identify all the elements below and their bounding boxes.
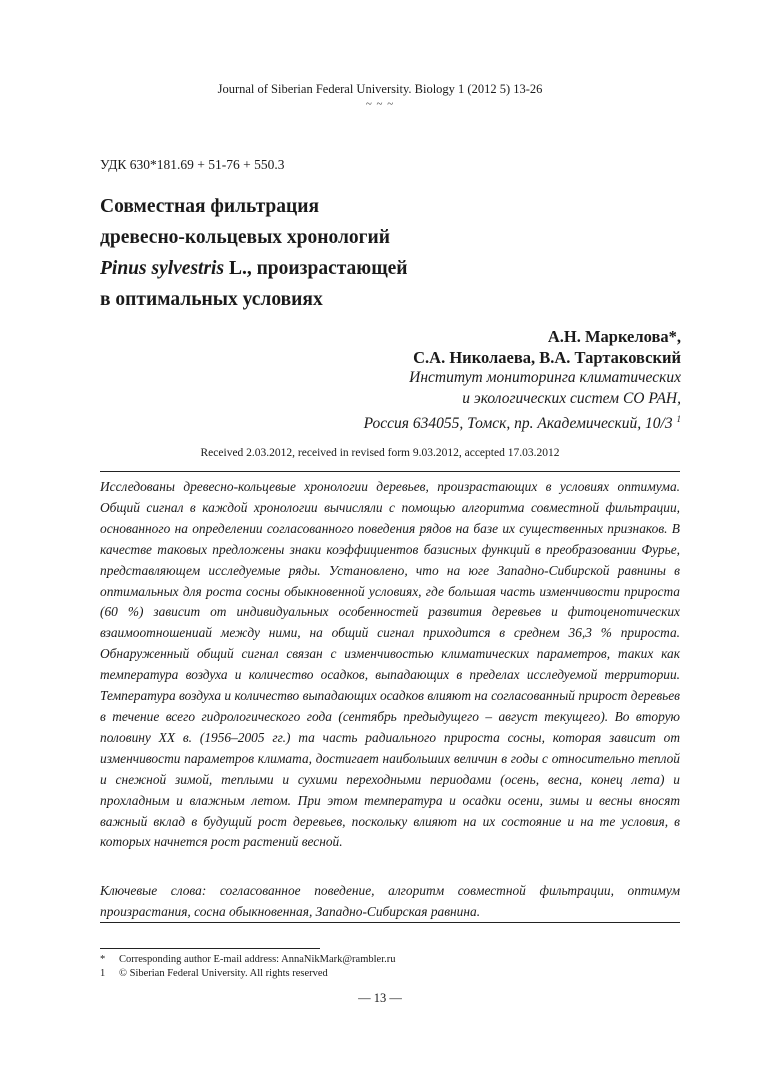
authors	[413, 326, 681, 368]
page-number: — 13 —	[358, 991, 402, 1005]
footnote-mark: 1	[100, 967, 106, 979]
author-line: С.А. Николаева, В.А. Тартаковский	[413, 348, 681, 367]
abstract-top-rule	[100, 471, 680, 472]
received-dates: Received 2.03.2012, received in revised form 9.03.2012, accepted 17.03.2012	[200, 447, 560, 459]
affiliation-address: Россия 634055, Томск, пр. Академический, 10/3	[363, 415, 673, 433]
affiliation-line: и экологических систем СО РАН,	[462, 389, 681, 407]
footnote-text: Corresponding author E-mail address: AnnaNikMark@rambler.ru	[119, 954, 396, 965]
affiliation-line	[364, 409, 681, 435]
footnote	[100, 953, 395, 967]
title-line: древесно-кольцевых хронологий	[100, 227, 391, 248]
species-name: Pinus sylvestris	[100, 258, 225, 279]
journal-header: Journal of Siberian Federal University. Biology 1 (2012 5) 13-26	[217, 82, 543, 96]
article-title	[100, 191, 580, 315]
footnote-rule	[100, 948, 320, 949]
affiliation-line: Институт мониторинга климатических	[409, 369, 681, 386]
affiliation-marker: 1	[676, 414, 681, 424]
title-line: в оптимальных условиях	[100, 289, 323, 310]
keywords-bottom-rule	[100, 922, 680, 923]
footnote-mark: *	[100, 954, 106, 965]
header-ornament: ~ ~ ~	[365, 98, 395, 110]
title-line	[100, 253, 580, 284]
title-line: Совместная фильтрация	[100, 196, 320, 217]
footnote	[100, 967, 395, 981]
affiliation	[364, 368, 681, 435]
udk-code: УДК 630*181.69 + 51-76 + 550.3	[100, 157, 285, 172]
abstract-text: Исследованы древесно-кольцевые хронологии деревьев, произрастающих в условиях оптимума. Общий сигнал в каждой хронологии вычисляли с помощью алгоритма совместной фильтрации, основанного на определении согласованного поведения рядов на базе их существенных признаков. В качестве таковых предложены знаки коэффициентов базисных функций в преобразовании Фурье, представляющем исследуемые ряды. Установлено, что на юге Западно-Сибирской равнины в оптимальных для роста сосны обыкновенной условиях, где большая часть изменчивости прироста (60 %) зависит от индивидуальных особенностей развития деревьев и фитоценотических взаимоотношениай между ними, на общий сигнал приходится в среднем 36,3 % прироста. Обнаруженный общий сигнал связан с изменчивостью климатических параметров, таких как температура воздуха и количество осадков, выпадающих в пределах исследуемой территории. Температура воздуха и количество выпадающих осадков влияют на согласованный прирост деревьев в течение всего гидрологического года (сентябрь предыдущего – август текущего). Во вторую половину XX в. (1956–2005 гг.) та часть радиального прироста сосны, которая зависит от изменчивости параметров климата, достигает наибольших величин в годы с относительно теплой и снежной зимой, теплыми и сухими переходными периодами (осень, весна, конец лета) и прохладным и влажным летом. При этом температура и осадки осени, зимы и весны вносят важный вклад в будущий рост деревьев, поскольку влияют на их состояние и на те условия, в которых начнется рост растений весной.	[100, 479, 680, 850]
title-line-rest: L., произрастающей	[224, 258, 408, 279]
author-line: А.Н. Маркелова*,	[547, 327, 681, 346]
keywords: Ключевые слова: согласованное поведение, алгоритм совместной фильтрации, оптимум произрастания, сосна обыкновенная, Западно-Сибирская равнина.	[100, 883, 680, 919]
footnotes	[100, 953, 395, 980]
footnote-text: © Siberian Federal University. All rights reserved	[119, 967, 328, 979]
